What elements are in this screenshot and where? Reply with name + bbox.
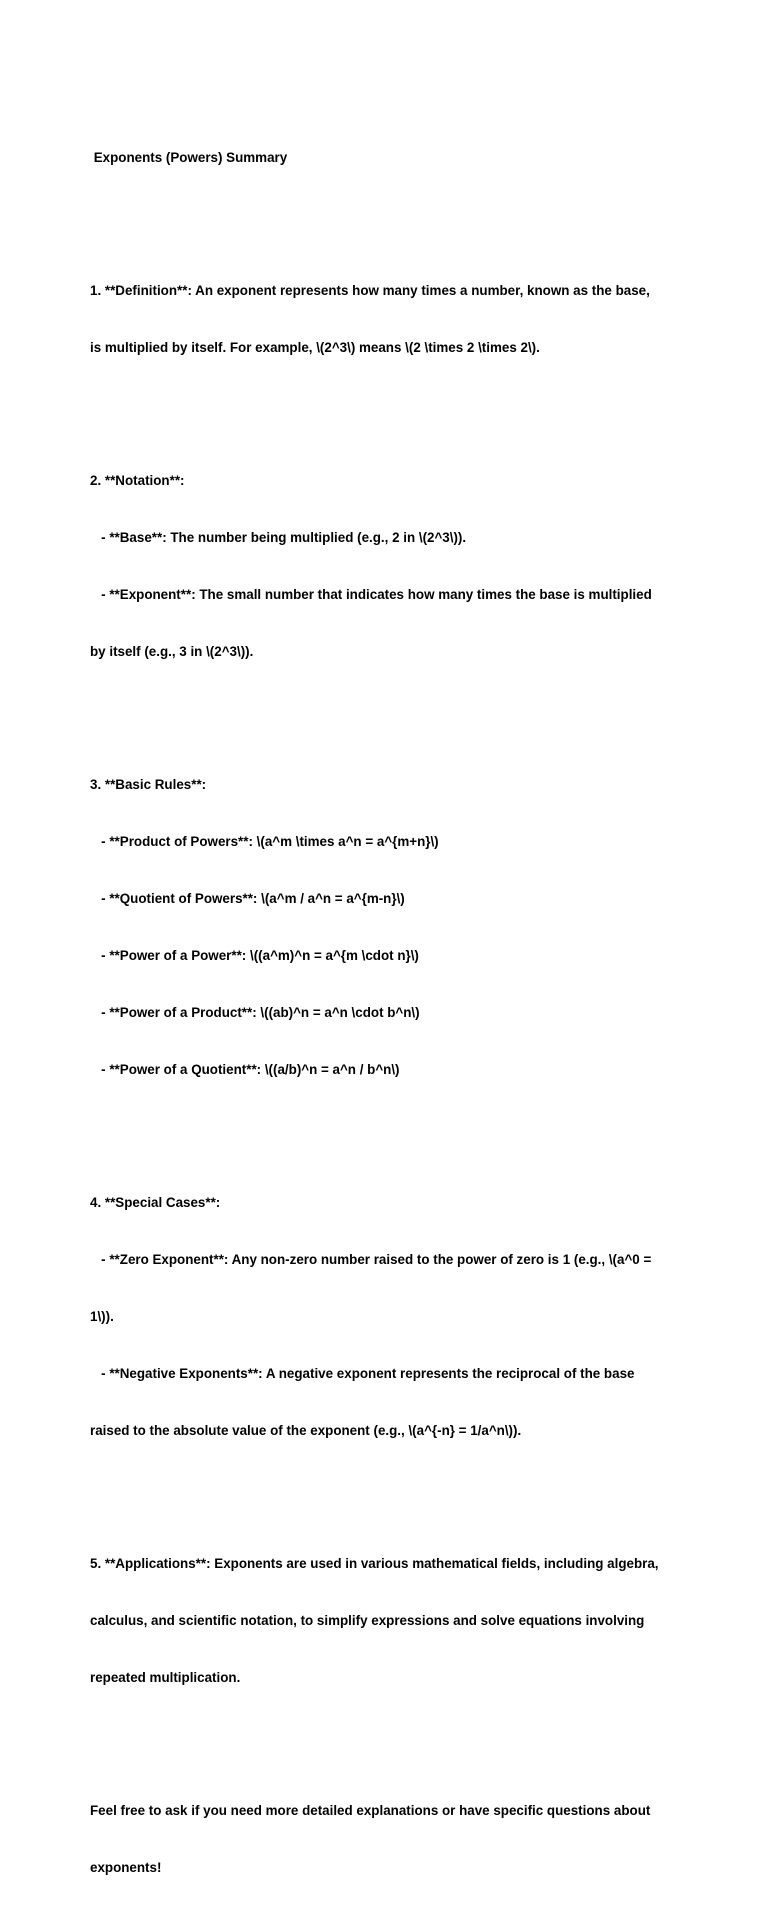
applications-line-3: repeated multiplication. (90, 1670, 241, 1685)
rule-quotient-of-powers: - **Quotient of Powers**: \(a^m / a^n = a^{m-n}\) (90, 891, 405, 906)
definition-line-2: is multiplied by itself. For example, \(2^3\) means \(2 \times 2 \times 2\). (90, 340, 540, 355)
spacer (90, 699, 690, 718)
notation-base: - **Base**: The number being multiplied (e.g., 2 in \(2^3\)). (90, 530, 467, 545)
definition-line-1: 1. **Definition**: An exponent represents how many times a number, known as the base, (90, 283, 650, 298)
notation-heading: 2. **Notation**: (90, 473, 185, 488)
rule-power-of-a-power: - **Power of a Power**: \((a^m)^n = a^{m \cdot n}\) (90, 948, 419, 963)
rule-power-of-a-product: - **Power of a Product**: \((ab)^n = a^n \cdot b^n\) (90, 1005, 420, 1020)
document-body (90, 110, 690, 1915)
rule-power-of-a-quotient: - **Power of a Quotient**: \((a/b)^n = a^n / b^n\) (90, 1062, 400, 1077)
applications-line-1: 5. **Applications**: Exponents are used in various mathematical fields, including algebra, (90, 1556, 659, 1571)
zero-exponent-line-2: 1\)). (90, 1309, 114, 1324)
closing-line-2: exponents! (90, 1860, 162, 1875)
spacer (90, 1725, 690, 1744)
zero-exponent-line-1: - **Zero Exponent**: Any non-zero number raised to the power of zero is 1 (e.g., \(a^0 = (90, 1252, 652, 1267)
notation-exponent-line-2: by itself (e.g., 3 in \(2^3\)). (90, 644, 254, 659)
spacer (90, 205, 690, 224)
spacer (90, 1117, 690, 1136)
rule-product-of-powers: - **Product of Powers**: \(a^m \times a^n = a^{m+n}\) (90, 834, 439, 849)
spacer (90, 395, 690, 414)
negative-exponents-line-2: raised to the absolute value of the exponent (e.g., \(a^{-n} = 1/a^n\)). (90, 1423, 522, 1438)
basic-rules-heading: 3. **Basic Rules**: (90, 777, 207, 792)
closing-line-1: Feel free to ask if you need more detailed explanations or have specific questions about (90, 1803, 651, 1818)
applications-line-2: calculus, and scientific notation, to simplify expressions and solve equations involving (90, 1613, 645, 1628)
spacer (90, 1478, 690, 1497)
negative-exponents-line-1: - **Negative Exponents**: A negative exponent represents the reciprocal of the base (90, 1366, 635, 1381)
special-cases-heading: 4. **Special Cases**: (90, 1195, 221, 1210)
document-title: Exponents (Powers) Summary (90, 150, 288, 165)
notation-exponent-line-1: - **Exponent**: The small number that indicates how many times the base is multiplied (90, 587, 652, 602)
